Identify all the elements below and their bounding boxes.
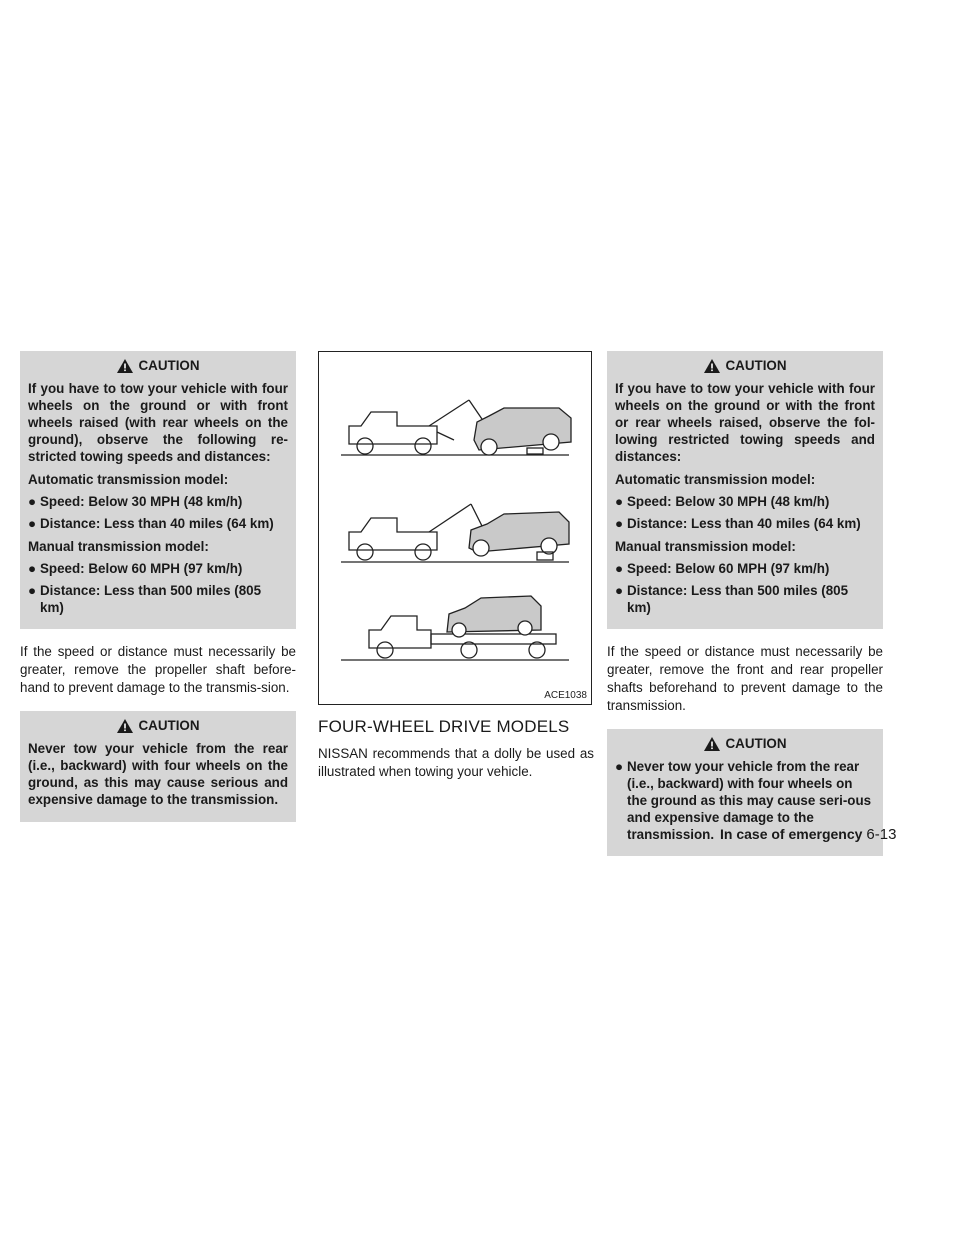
bullet-icon: ● xyxy=(615,759,624,774)
list-item-text: Speed: Below 30 MPH (48 km/h) xyxy=(40,494,243,509)
figure-id: ACE1038 xyxy=(544,690,587,701)
caution-label: CAUTION xyxy=(725,358,787,373)
warning-icon xyxy=(704,359,720,373)
caution-label: CAUTION xyxy=(725,736,787,751)
caution-heading xyxy=(615,735,875,752)
list-item-text: Speed: Below 30 MPH (48 km/h) xyxy=(627,494,830,509)
section-name: In case of emergency xyxy=(720,826,863,842)
list-item-text: Speed: Below 60 MPH (97 km/h) xyxy=(627,561,830,576)
caution-heading xyxy=(615,357,875,374)
towing-illustration xyxy=(318,351,592,705)
page-footer xyxy=(720,826,896,843)
list-item xyxy=(28,515,288,532)
list-item xyxy=(615,493,875,510)
bullet-icon: ● xyxy=(615,494,624,509)
bullet-icon: ● xyxy=(615,561,624,576)
caution-intro: If you have to tow your vehicle with four wheels on the ground or with front wheels raised (with rear wheels on the ground), observe the following re-stricted towing speeds and distances: xyxy=(28,381,288,464)
caution-box-towing-limits xyxy=(607,351,883,629)
caution-box-rear-towing xyxy=(20,711,296,822)
list-item-text: Never tow your vehicle from the rear (i.e., backward) with four wheels on the ground as this may cause seri-ous and expensive damage to the transmission. xyxy=(627,759,872,842)
automatic-label: Automatic transmission model: xyxy=(28,472,229,487)
caution-heading xyxy=(28,357,288,374)
list-item-text: Distance: Less than 500 miles (805 km) xyxy=(40,583,262,615)
caution-intro: If you have to tow your vehicle with four wheels on the ground or with the front or rear wheels raised, observe the fol-lowing restricted towing speeds and distances: xyxy=(615,381,875,464)
list-item xyxy=(615,515,875,532)
bullet-icon: ● xyxy=(615,583,624,598)
right-column xyxy=(607,351,883,870)
body-paragraph: If the speed or distance must necessarily be greater, remove the propeller shaft before-hand to prevent damage to the transmis-sion. xyxy=(20,644,296,695)
bullet-icon: ● xyxy=(28,561,37,576)
list-item xyxy=(28,493,288,510)
list-item-text: Distance: Less than 40 miles (64 km) xyxy=(627,516,861,531)
left-column xyxy=(20,351,296,836)
manual-label: Manual transmission model: xyxy=(28,539,209,554)
caution-label: CAUTION xyxy=(138,718,200,733)
bullet-icon: ● xyxy=(28,583,37,598)
list-item xyxy=(615,560,875,577)
automatic-label: Automatic transmission model: xyxy=(615,472,816,487)
manual-label: Manual transmission model: xyxy=(615,539,796,554)
caution-heading xyxy=(28,717,288,734)
page-number: 6-13 xyxy=(866,826,897,843)
bullet-icon: ● xyxy=(615,516,624,531)
dolly xyxy=(527,448,543,454)
towing-diagram xyxy=(319,352,591,704)
caution-box-towing-limits xyxy=(20,351,296,629)
list-item xyxy=(28,560,288,577)
list-item-text: Speed: Below 60 MPH (97 km/h) xyxy=(40,561,243,576)
flatbed-truck xyxy=(369,616,431,648)
caution-text: Never tow your vehicle from the rear (i.e., backward) with four wheels on the ground, as this may cause serious and expensive damage to the transmission. xyxy=(28,741,288,807)
caution-label: CAUTION xyxy=(138,358,200,373)
warning-icon xyxy=(117,359,133,373)
list-item xyxy=(615,582,875,616)
list-item xyxy=(28,582,288,616)
bullet-icon: ● xyxy=(28,494,37,509)
section-title: FOUR-WHEEL DRIVE MODELS xyxy=(318,717,570,736)
list-item-text: Distance: Less than 40 miles (64 km) xyxy=(40,516,274,531)
bullet-icon: ● xyxy=(28,516,37,531)
warning-icon xyxy=(117,719,133,733)
list-item-text: Distance: Less than 500 miles (805 km) xyxy=(627,583,849,615)
body-paragraph: NISSAN recommends that a dolly be used as illustrated when towing your vehicle. xyxy=(318,746,594,779)
middle-column xyxy=(318,351,594,795)
warning-icon xyxy=(704,737,720,751)
body-paragraph: If the speed or distance must necessarily be greater, remove the front and rear propeller shafts beforehand to prevent damage to the transmission. xyxy=(607,644,883,713)
